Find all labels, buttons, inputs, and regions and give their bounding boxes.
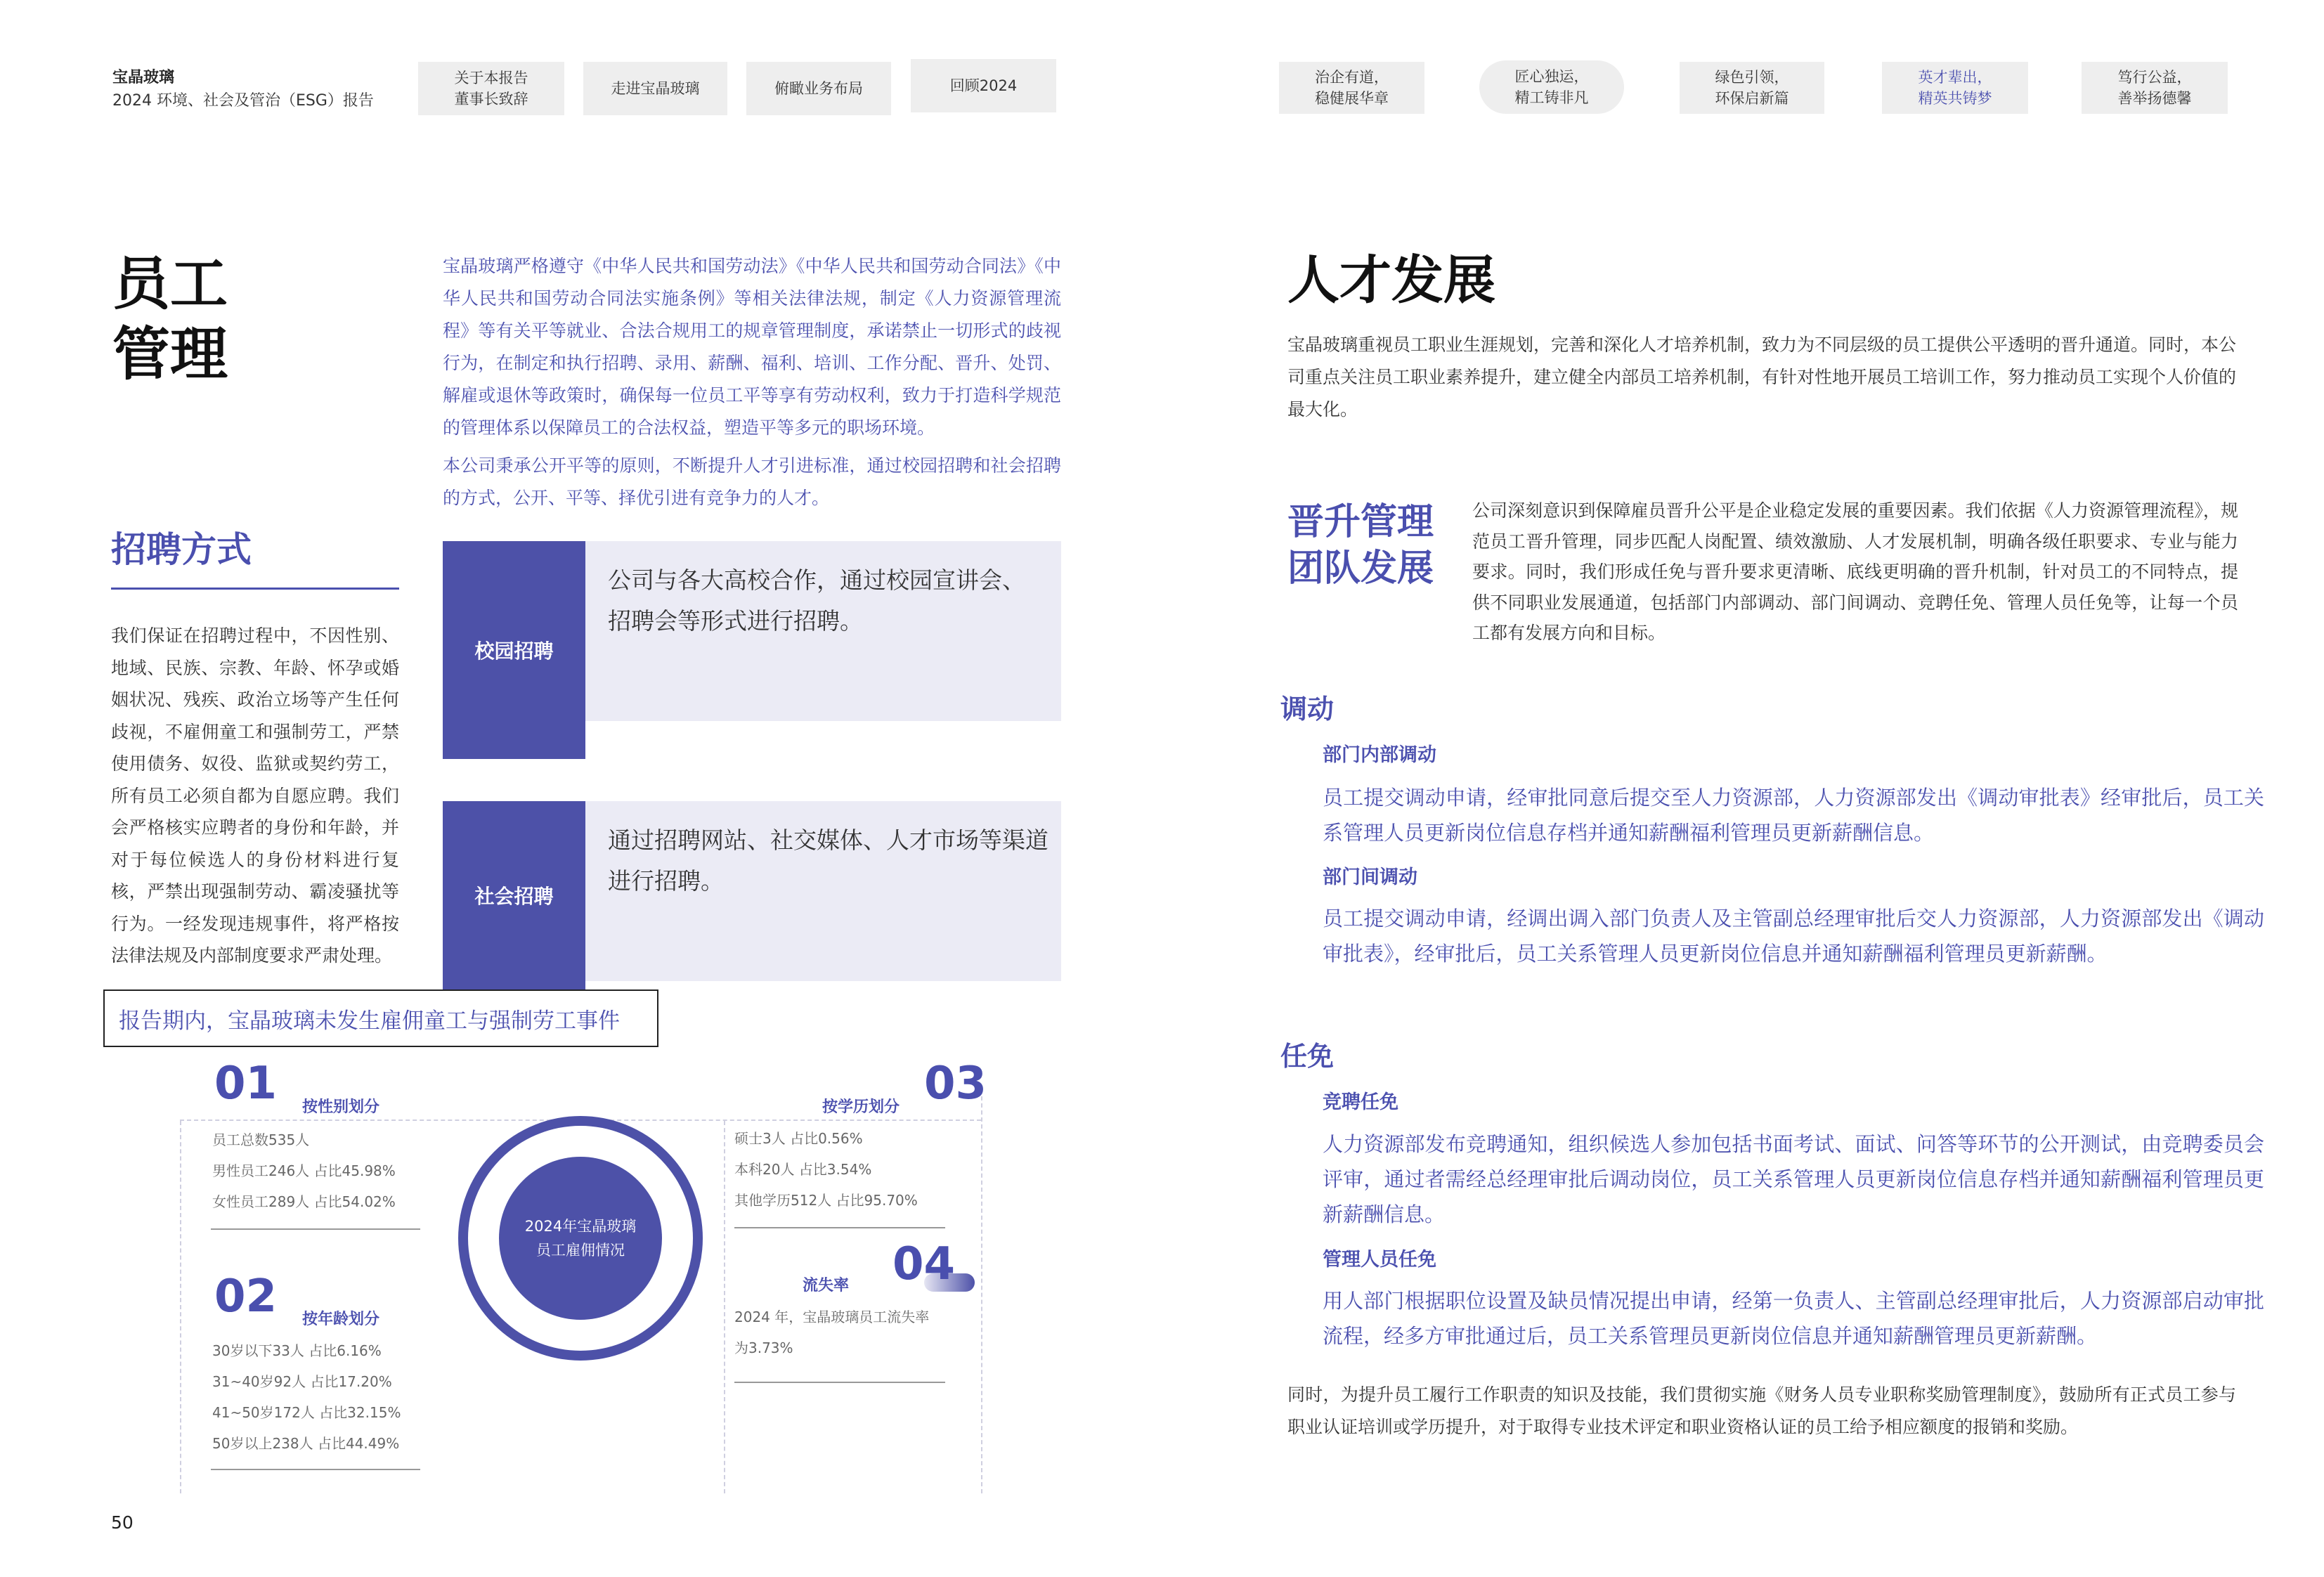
nav-company-intro[interactable]: 走进宝晶玻璃 [583, 62, 727, 115]
stat-02-line-1: 30岁以下33人 占比6.16% [212, 1342, 382, 1359]
social-recruit-text: 通过招聘网站、社交媒体、人才市场等渠道进行招聘。 [608, 826, 1049, 895]
intro-paragraph-1: 宝晶玻璃严格遵守《中华人民共和国劳动法》《中华人民共和国劳动合同法》《中华人民共和国劳动合同法实施条例》等相关法律法规，制定《人力资源管理流程》等有关平等就业、合法合规用工的规章管理制度，承诺禁止一切形式的歧视行为，在制定和执行招聘、录用、薪酬、福利、培训、工作分配、晋升、处罚、解雇或退休等政策时，确保每一位员工平等享有劳动权利，致力于打造科学规范的管理体系以保障员工的合法权益，塑造平等多元的职场环境。 [443, 256, 1061, 438]
nav-talent-active[interactable]: 英才辈出， 精英共铸梦 [1882, 62, 2028, 114]
stat-02-number: 02 [214, 1271, 278, 1323]
stat-03-label: 按学历划分 [822, 1098, 900, 1116]
stat-02-line-3: 41~50岁172人 占比32.15% [212, 1404, 401, 1421]
stat-03-line-3: 其他学历512人 占比95.70% [734, 1192, 918, 1209]
appoint-heading: 任免 [1280, 1041, 1335, 1072]
page-title-talent-development: 人才发展 [1287, 250, 1495, 311]
social-recruit-tab: 社会招聘 [443, 801, 585, 989]
nav-charity[interactable]: 笃行公益， 善举扬德馨 [2082, 62, 2228, 114]
transfer-cross-heading: 部门间调动 [1323, 867, 1417, 888]
appoint-management-text: 用人部门根据职位设置及缺员情况提出申请，经第一负责人、主管副总经理审批后，人力资源部启动审批流程，经多方审批通过后，员工关系管理员更新岗位信息并通知薪酬管理员更新薪酬。 [1323, 1289, 2264, 1348]
stat-03-number: 03 [924, 1058, 987, 1110]
page-number: 50 [111, 1512, 134, 1533]
stat-04-line-1: 2024 年，宝晶玻璃员工流失率 [734, 1309, 930, 1325]
transfer-internal-text: 员工提交调动申请，经审批同意后提交至人力资源部，人力资源部发出《调动审批表》经审批后，员工关系管理人员更新岗位信息存档并通知薪酬福利管理员更新薪酬信息。 [1323, 786, 2264, 845]
stat-01-line-2: 男性员工246人 占比45.98% [212, 1162, 396, 1179]
stat-02-line-2: 31~40岁92人 占比17.20% [212, 1373, 392, 1390]
campus-recruit-text: 公司与各大高校合作，通过校园宣讲会、招聘会等形式进行招聘。 [608, 566, 1025, 635]
stat-04-rule [734, 1382, 945, 1383]
stats-frame-mid [724, 1121, 725, 1493]
recruitment-body: 我们保证在招聘过程中，不因性别、地域、民族、宗教、年龄、怀孕或婚姻状况、残疾、政治立场等产生任何歧视，不雇佣童工和强制劳工，严禁使用债务、奴役、监狱或契约劳工，所有员工必须自都为自愿应聘。我们会严格核实应聘者的身份和年龄，并对于每位候选人的身份材料进行复核，严禁出现强制劳动、霸凌骚扰等行为。一经发现违规事件，将严格按法律法规及内部制度要求严肃处理。 [111, 625, 399, 966]
talent-intro: 宝晶玻璃重视员工职业生涯规划，完善和深化人才培养机制，致力为不同层级的员工提供公平透明的晋升通道。同时，本公司重点关注员工职业素养提升，建立健全内部员工培养机制，有针对性地开展员工培训工作，努力推动员工实现个人价值的最大化。 [1287, 335, 2237, 420]
nav-governance[interactable]: 治企有道， 稳健展华章 [1279, 62, 1424, 114]
stat-02-rule [211, 1469, 420, 1470]
stat-01-label: 按性别划分 [302, 1098, 380, 1116]
section-title-recruitment: 招聘方式 [111, 529, 252, 570]
section-divider [111, 588, 399, 590]
stat-03-rule [734, 1227, 945, 1228]
intro-paragraph-2: 本公司秉承公开平等的原则，不断提升人才引进标准，通过校园招聘和社会招聘的方式，公开、平等、择优引进有竞争力的人才。 [443, 455, 1061, 508]
report-subtitle: 2024 环境、社会及管治（ESG）报告 [112, 92, 374, 110]
stats-frame-left [180, 1121, 181, 1493]
stat-01-line-1: 员工总数535人 [212, 1131, 310, 1148]
appoint-competitive-heading: 竞聘任免 [1323, 1091, 1398, 1113]
stat-01-rule [211, 1228, 420, 1230]
transfer-cross-text: 员工提交调动申请，经调出调入部门负责人及主管副总经理审批后交人力资源部，人力资源部发出《调动审批表》，经审批后，员工关系管理人员更新岗位信息并通知薪酬福利管理员更新薪酬。 [1323, 907, 2264, 966]
stat-01-line-3: 女性员工289人 占比54.02% [212, 1193, 396, 1210]
transfer-heading: 调动 [1280, 694, 1335, 725]
stat-01-number: 01 [214, 1058, 278, 1110]
stats-frame-right [981, 1096, 982, 1493]
stat-02-line-4: 50岁以上238人 占比44.49% [212, 1435, 400, 1452]
transfer-internal-heading: 部门内部调动 [1323, 744, 1436, 766]
nav-craftsmanship[interactable]: 匠心独运， 精工铸非凡 [1479, 60, 1624, 114]
nav-review-2024[interactable]: 回顾2024 [911, 59, 1056, 112]
stat-04-label: 流失率 [803, 1277, 850, 1294]
nav-green[interactable]: 绿色引领， 环保启新篇 [1680, 62, 1824, 114]
promotion-body: 公司深刻意识到保障雇员晋升公平是企业稳定发展的重要因素。我们依据《人力资源管理流程》，规范员工晋升管理，同步匹配人岗配置、绩效激励、人才发展机制，明确各级任职要求、专业与能力要求。同时，我们形成任免与晋升要求更清晰、底线更明确的晋升机制，针对员工的不同特点，提供不同职业发展通道，包括部门内部调动、部门间调动、竞聘任免、管理人员任免等，让每一个员工都有发展方向和目标。 [1472, 500, 2238, 643]
nav-about-report[interactable]: 关于本报告 董事长致辞 [418, 62, 564, 115]
ring-center-label: 2024年宝晶玻璃 员工雇佣情况 [499, 1157, 662, 1320]
appoint-management-heading: 管理人员任免 [1323, 1249, 1436, 1271]
stat-03-line-2: 本科20人 占比3.54% [734, 1161, 872, 1178]
page-title-employee-management: 员工 管理 [112, 251, 228, 388]
promotion-title: 晋升管理 团队发展 [1287, 501, 1434, 590]
appoint-competitive-text: 人力资源部发布竞聘通知，组织候选人参加包括书面考试、面试、问答等环节的公开测试，由竞聘委员会评审，通过者需经总经理审批后调动岗位，员工关系管理人员更新岗位信息存档并通知薪酬福利管理员更新薪酬信息。 [1323, 1132, 2264, 1226]
campus-recruit-tab: 校园招聘 [443, 541, 585, 759]
closing-paragraph: 同时，为提升员工履行工作职责的知识及技能，我们贯彻实施《财务人员专业职称奖励管理制度》，鼓励所有正式员工参与职业认证培训或学历提升，对于取得专业技术评定和职业资格认证的员工给予相应额度的报销和奖励。 [1287, 1384, 2236, 1437]
brand-name: 宝晶玻璃 [112, 69, 175, 86]
stat-04-number: 04 [892, 1238, 956, 1290]
notice-box: 报告期内，宝晶玻璃未发生雇佣童工与强制劳工事件 [103, 989, 658, 1047]
nav-business-layout[interactable]: 俯瞰业务布局 [746, 62, 891, 115]
stat-03-line-1: 硕士3人 占比0.56% [734, 1130, 863, 1147]
stat-04-line-2: 为3.73% [734, 1339, 793, 1356]
stat-02-label: 按年龄划分 [302, 1311, 380, 1328]
